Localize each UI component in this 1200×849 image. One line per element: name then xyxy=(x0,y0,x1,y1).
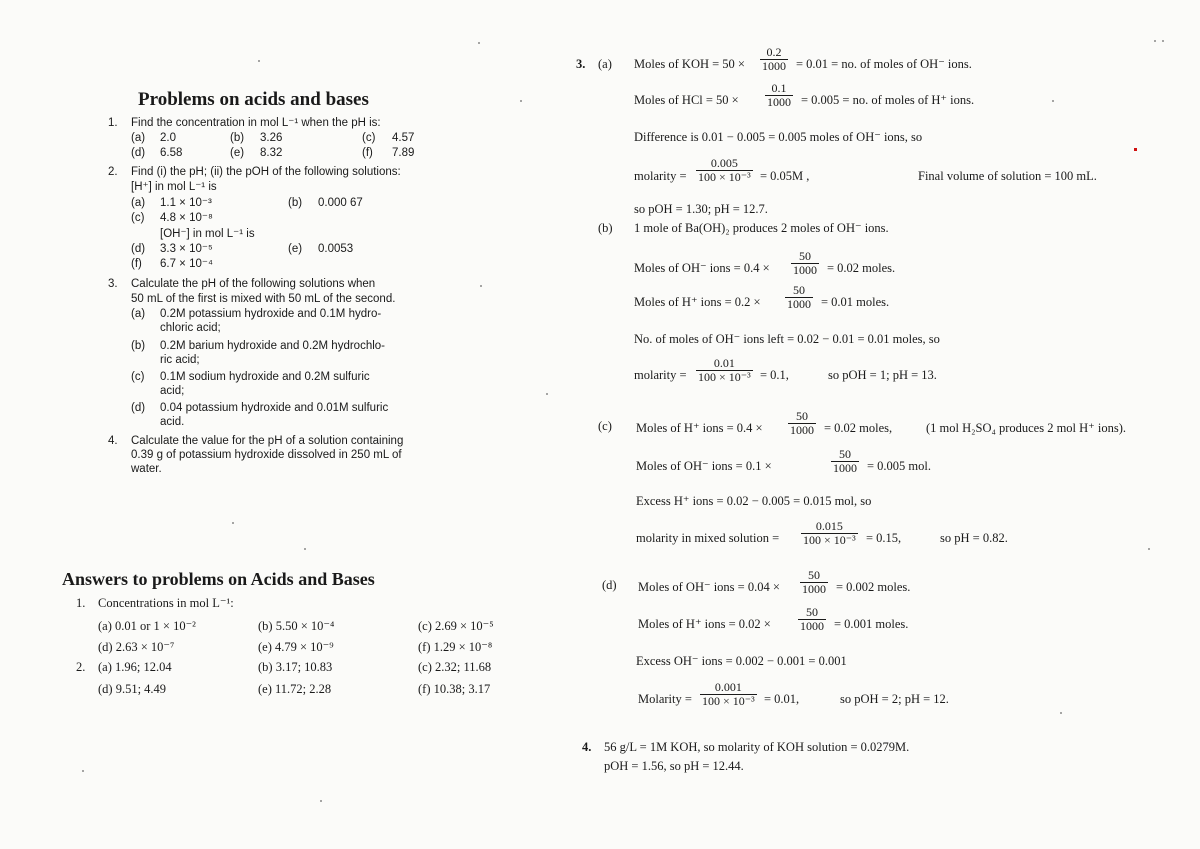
q1-d-value: 6.58 xyxy=(160,147,183,159)
sol3c-molarity-rhs: = 0.15, xyxy=(866,531,902,545)
sol3c-label: (c) xyxy=(598,419,612,433)
q3-d-label: (d) xyxy=(131,402,146,414)
q1-b-label: (b) xyxy=(230,132,245,144)
sol3b-oh-fraction: $\frac{50}{1000}$ xyxy=(793,249,817,277)
q3-line1: Calculate the pH of the following solutions when xyxy=(131,278,376,290)
answers-title: Answers to problems on Acids and Bases xyxy=(62,569,375,589)
q1-b-value: 3.26 xyxy=(260,132,283,144)
q3-c-label: (c) xyxy=(131,371,145,383)
sol3d-molarity-rhs: = 0.01, xyxy=(764,692,800,706)
sol3b-oh-rhs: = 0.02 moles. xyxy=(827,261,896,275)
q2-c-label: (c) xyxy=(131,212,145,224)
speck xyxy=(520,100,522,102)
sol3c-result: so pH = 0.82. xyxy=(940,531,1008,545)
q1-e-value: 8.32 xyxy=(260,147,283,159)
q2-b-value: 0.000 67 xyxy=(318,197,363,209)
ans-q1-a: (a) 0.01 or 1 × 10⁻² xyxy=(98,619,196,633)
ans-q2-d: (d) 9.51; 4.49 xyxy=(98,682,167,696)
sol3d-h-lhs: Moles of H⁺ ions = 0.02 × xyxy=(638,617,771,631)
q3-b-label: (b) xyxy=(131,340,146,352)
q2-b-label: (b) xyxy=(288,197,303,209)
sol3d-oh-fraction: $\frac{50}{1000}$ xyxy=(802,568,826,596)
q1-f-value: 7.89 xyxy=(392,147,415,159)
speck xyxy=(258,60,260,62)
sol3d-excess: Excess OH⁻ ions = 0.002 − 0.001 = 0.001 xyxy=(636,654,847,668)
sol3c-excess: Excess H⁺ ions = 0.02 − 0.005 = 0.015 mol, so xyxy=(636,494,872,508)
q2-a-label: (a) xyxy=(131,197,146,209)
q4-number: 4. xyxy=(108,435,118,447)
ans-q2-f: (f) 10.38; 3.17 xyxy=(418,682,491,696)
red-mark xyxy=(1134,148,1137,151)
sol3d-oh-rhs: = 0.002 moles. xyxy=(836,580,911,594)
sol3d-h-fraction: $\frac{50}{1000}$ xyxy=(800,605,824,633)
sol3a-molarity-rhs: = 0.05M , xyxy=(760,169,810,183)
q2-e-value: 0.0053 xyxy=(318,243,354,255)
sol3a-koh-fraction: $\frac{0.2}{1000}$ xyxy=(762,45,786,73)
ans-q2-number: 2. xyxy=(76,660,86,674)
sol4-line1: 56 g/L = 1M KOH, so molarity of KOH solution = 0.0279M. xyxy=(604,740,910,754)
sol3a-hcl-lhs: Moles of HCl = 50 × xyxy=(634,93,739,107)
q4-line3: water. xyxy=(131,463,162,475)
sol3b-molarity-fraction: $\frac{0.01}{\text{100 × 10⁻³}}$ xyxy=(698,356,751,384)
sol3b-line1: 1 mole of Ba(OH)₂ produces 2 moles of OH⁻ ions. xyxy=(634,221,889,235)
sol3c-molarity-fraction: $\frac{0.015}{\text{100 × 10⁻³}}$ xyxy=(803,519,856,547)
sol3b-label: (b) xyxy=(598,221,613,235)
q3-a-line2: chloric acid; xyxy=(160,322,221,334)
sol3a-koh-lhs: Moles of KOH = 50 × xyxy=(634,57,745,71)
q2-c-value: 4.8 × 10⁻⁸ xyxy=(160,212,213,224)
q2-line2: [H⁺] in mol L⁻¹ is xyxy=(131,181,217,193)
sol3c-h-lhs: Moles of H⁺ ions = 0.4 × xyxy=(636,421,763,435)
q3-c-line1: 0.1M sodium hydroxide and 0.2M sulfuric xyxy=(160,371,370,383)
sol3c-oh-rhs: = 0.005 mol. xyxy=(867,459,931,473)
sol3d-label: (d) xyxy=(602,578,617,592)
ans-q2-e: (e) 11.72; 2.28 xyxy=(258,682,332,696)
sol3a-molarity-fraction: $\frac{0.005}{\text{100 × 10⁻³}}$ xyxy=(698,156,751,184)
q2-line1: Find (i) the pH; (ii) the pOH of the following solutions: xyxy=(131,166,401,178)
sol3b-result: so pOH = 1; pH = 13. xyxy=(828,368,937,382)
sol3b-h-fraction: $\frac{50}{1000}$ xyxy=(787,283,811,311)
q1-c-label: (c) xyxy=(362,132,376,144)
sol3b-molarity-lhs: molarity = xyxy=(634,368,687,382)
q2-oh-line: [OH⁻] in mol L⁻¹ is xyxy=(160,228,255,240)
problems-title: Problems on acids and bases xyxy=(138,89,369,110)
q2-number: 2. xyxy=(108,166,118,178)
speck xyxy=(1060,712,1062,714)
q3-d-line2: acid. xyxy=(160,416,185,428)
sol3b-left: No. of moles of OH⁻ ions left = 0.02 − 0.01 = 0.01 moles, so xyxy=(634,332,940,346)
q3-line2: 50 mL of the first is mixed with 50 mL of the second. xyxy=(131,293,396,305)
ans-q1-e: (e) 4.79 × 10⁻⁹ xyxy=(258,640,334,654)
sol4-number: 4. xyxy=(582,740,592,754)
speck xyxy=(480,285,482,287)
q1-number: 1. xyxy=(108,117,118,129)
speck xyxy=(478,42,480,44)
sol3a-label: (a) xyxy=(598,57,612,71)
sol3c-h-fraction: $\frac{50}{1000}$ xyxy=(790,409,814,437)
q1-c-value: 4.57 xyxy=(392,132,415,144)
q2-d-value: 3.3 × 10⁻⁵ xyxy=(160,243,213,255)
q1-a-value: 2.0 xyxy=(160,132,176,144)
sol3b-oh-lhs: Moles of OH⁻ ions = 0.4 × xyxy=(634,261,770,275)
q3-b-line1: 0.2M barium hydroxide and 0.2M hydrochlo- xyxy=(160,340,386,352)
speck xyxy=(546,393,548,395)
q1-a-label: (a) xyxy=(131,132,146,144)
ans-q1-d: (d) 2.63 × 10⁻⁷ xyxy=(98,640,175,654)
ans-q2-b: (b) 3.17; 10.83 xyxy=(258,660,333,674)
q3-a-label: (a) xyxy=(131,308,146,320)
q2-f-label: (f) xyxy=(131,258,142,270)
sol3a-molarity-lhs: molarity = xyxy=(634,169,687,183)
sol3a-koh-rhs: = 0.01 = no. of moles of OH⁻ ions. xyxy=(796,57,972,71)
sol3b-h-lhs: Moles of H⁺ ions = 0.2 × xyxy=(634,295,761,309)
sol3a-final-volume: Final volume of solution = 100 mL. xyxy=(918,169,1097,183)
q3-c-line2: acid; xyxy=(160,385,185,397)
q2-a-value: 1.1 × 10⁻³ xyxy=(160,197,212,209)
speck xyxy=(82,770,84,772)
sol3c-h-rhs: = 0.02 moles, xyxy=(824,421,893,435)
sol3d-molarity-lhs: Molarity = xyxy=(638,692,692,706)
sol3d-h-rhs: = 0.001 moles. xyxy=(834,617,909,631)
q2-f-value: 6.7 × 10⁻⁴ xyxy=(160,258,213,270)
sol3c-molarity-lhs: molarity in mixed solution = xyxy=(636,531,780,545)
speck xyxy=(304,548,306,550)
sol3d-oh-lhs: Moles of OH⁻ ions = 0.04 × xyxy=(638,580,780,594)
ans-q1-f: (f) 1.29 × 10⁻⁸ xyxy=(418,640,493,654)
q1-text: Find the concentration in mol L⁻¹ when the pH is: xyxy=(131,117,381,129)
speck xyxy=(1148,548,1150,550)
ans-q2-c: (c) 2.32; 11.68 xyxy=(418,660,492,674)
ans-q1-b: (b) 5.50 × 10⁻⁴ xyxy=(258,619,335,633)
sol3d-result: so pOH = 2; pH = 12. xyxy=(840,692,949,706)
q4-line2: 0.39 g of potassium hydroxide dissolved in 250 mL of xyxy=(131,449,402,461)
sol4-line2: pOH = 1.56, so pH = 12.44. xyxy=(604,759,744,773)
q1-d-label: (d) xyxy=(131,147,146,159)
speck xyxy=(1162,40,1164,42)
ans-q1-number: 1. xyxy=(76,596,86,610)
speck xyxy=(232,522,234,524)
q3-b-line2: ric acid; xyxy=(160,354,200,366)
ans-q2-a: (a) 1.96; 12.04 xyxy=(98,660,172,674)
q3-d-line1: 0.04 potassium hydroxide and 0.01M sulfuric xyxy=(160,402,389,414)
sol3c-oh-fraction: $\frac{50}{1000}$ xyxy=(833,447,857,475)
sol3c-note: (1 mol H₂SO₄ produces 2 mol H⁺ ions). xyxy=(926,421,1127,435)
sol3a-hcl-rhs: = 0.005 = no. of moles of H⁺ ions. xyxy=(801,93,975,107)
ans-q1-c: (c) 2.69 × 10⁻⁵ xyxy=(418,619,494,633)
sol3b-molarity-rhs: = 0.1, xyxy=(760,368,789,382)
q2-e-label: (e) xyxy=(288,243,303,255)
sol3c-oh-lhs: Moles of OH⁻ ions = 0.1 × xyxy=(636,459,772,473)
q1-f-label: (f) xyxy=(362,147,373,159)
sol3-number: 3. xyxy=(576,57,586,71)
q3-a-line1: 0.2M potassium hydroxide and 0.1M hydro- xyxy=(160,308,382,320)
sol3a-difference: Difference is 0.01 − 0.005 = 0.005 moles of OH⁻ ions, so xyxy=(634,130,923,144)
sol3a-result: so pOH = 1.30; pH = 12.7. xyxy=(634,202,768,216)
sol3d-molarity-fraction: $\frac{0.001}{\text{100 × 10⁻³}}$ xyxy=(702,680,755,708)
speck xyxy=(320,800,322,802)
q4-line1: Calculate the value for the pH of a solution containing xyxy=(131,435,404,447)
speck xyxy=(1154,40,1156,42)
speck xyxy=(1052,100,1054,102)
sol3a-hcl-fraction: $\frac{0.1}{1000}$ xyxy=(767,81,791,109)
q3-number: 3. xyxy=(108,278,118,290)
q1-e-label: (e) xyxy=(230,147,245,159)
q2-d-label: (d) xyxy=(131,243,146,255)
ans-q1-heading: Concentrations in mol L⁻¹: xyxy=(98,596,234,610)
sol3b-h-rhs: = 0.01 moles. xyxy=(821,295,890,309)
